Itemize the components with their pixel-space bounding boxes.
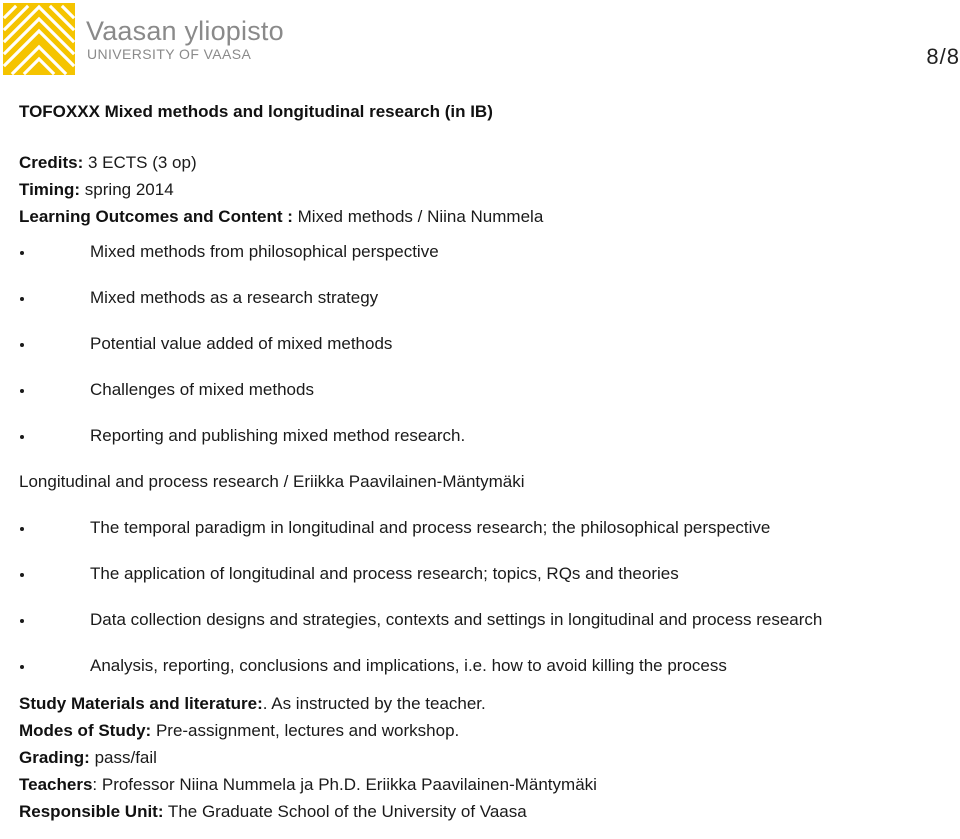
list-item: Data collection designs and strategies, contexts and settings in longitudinal and process research [19,609,954,631]
course-meta [19,149,954,230]
modes-value: Pre-assignment, lectures and workshop. [151,721,460,740]
outcomes-line [19,203,954,230]
course-title: TOFOXXX Mixed methods and longitudinal research (in IB) [19,102,493,121]
materials-label: Study Materials and literature: [19,694,263,713]
list-item: Potential value added of mixed methods [19,333,954,355]
unit-label: Responsible Unit: [19,802,164,821]
outcomes-label: Learning Outcomes and Content : [19,207,293,226]
longitudinal-heading: Longitudinal and process research / Eriikka Paavilainen-Mäntymäki [19,472,525,491]
unit-value: The Graduate School of the University of Vaasa [163,802,527,821]
grading-line [19,744,954,771]
materials-line [19,690,954,717]
unit-line [19,798,954,825]
university-name: Vaasan yliopisto [86,16,284,46]
modes-line [19,717,954,744]
modes-label: Modes of Study: [19,721,152,740]
grading-value: pass/fail [89,748,157,767]
list-item: The temporal paradigm in longitudinal and process research; the philosophical perspective [19,517,954,539]
timing-line [19,176,954,203]
list-item: Mixed methods as a research strategy [19,287,954,309]
credits-value: 3 ECTS (3 op) [83,153,197,172]
list-item: Challenges of mixed methods [19,379,954,401]
credits-line [19,149,954,176]
course-description [19,100,954,825]
grading-label: Grading: [19,748,90,767]
outcomes-value: Mixed methods / Niina Nummela [292,207,544,226]
list-item: Reporting and publishing mixed method research. [19,425,954,447]
teachers-line [19,771,954,798]
teachers-value: : Professor Niina Nummela ja Ph.D. Eriikka Paavilainen-Mäntymäki [92,775,597,794]
university-subtitle: UNIVERSITY OF VAASA [87,46,252,62]
page-header [0,0,960,80]
credits-label: Credits: [19,153,84,172]
longitudinal-topic-list [19,517,954,677]
timing-label: Timing: [19,180,81,199]
list-item: Analysis, reporting, conclusions and implications, i.e. how to avoid killing the process [19,655,954,677]
timing-value: spring 2014 [80,180,174,199]
page-number: 8/8 [926,44,960,69]
list-item: Mixed methods from philosophical perspective [19,241,954,263]
materials-value: . As instructed by the teacher. [262,694,486,713]
list-item: The application of longitudinal and process research; topics, RQs and theories [19,563,954,585]
mixed-methods-topic-list [19,241,954,447]
teachers-label: Teachers [19,775,93,794]
university-logo-icon [3,3,75,75]
course-footer [19,690,954,825]
